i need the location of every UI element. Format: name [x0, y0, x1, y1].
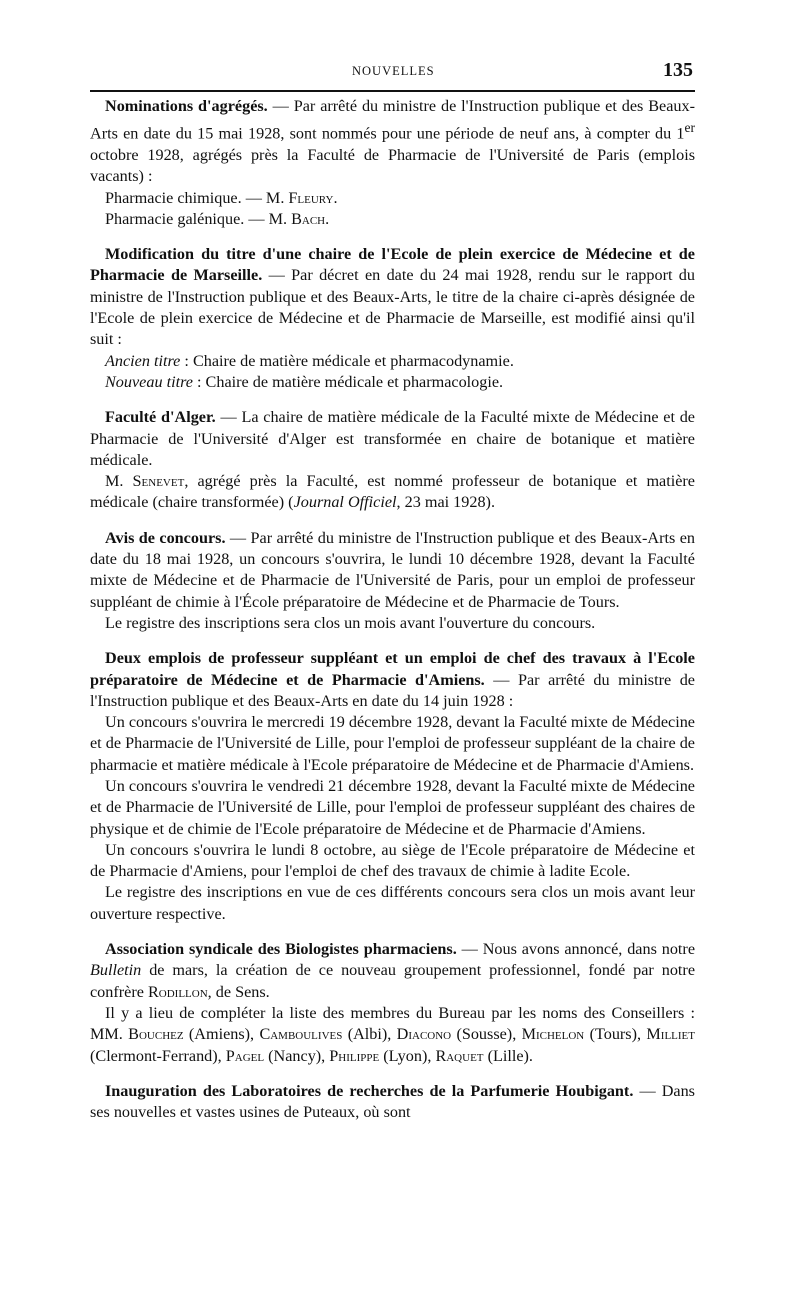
- person-name: Camboulives: [259, 1025, 343, 1044]
- location: (Nancy),: [264, 1046, 330, 1065]
- location: (Lyon),: [379, 1046, 436, 1065]
- paragraph-text: — Par décret en date du 24 mai 1928, rendu sur le rapport du ministre de l'Instruction publique et des Beaux-Arts, le titre de la chaire ci-après désignée de l'Ecole de plein exercice de Médecine et de Pharmacie de Marseille, est modifié ainsi qu'il suit :: [90, 266, 695, 349]
- person-name: Rodillon: [147, 982, 208, 1001]
- paragraph: [90, 939, 695, 1003]
- person-name: Bach: [291, 209, 326, 228]
- paragraph: [90, 1081, 695, 1124]
- person-name: Philippe: [329, 1046, 380, 1065]
- paragraph-text: — Dans ses nouvelles et vastes usines de Puteaux, où sont: [90, 1081, 695, 1122]
- paragraph: [90, 1003, 695, 1067]
- article-body: [90, 96, 695, 1137]
- paragraph: [90, 244, 695, 350]
- person-name: Diacono: [396, 1025, 452, 1044]
- section-title: Faculté d'Alger.: [105, 408, 216, 427]
- person-name: Michelon: [521, 1025, 585, 1044]
- paragraph-text: : Chaire de matière médicale et pharmacodynamie.: [180, 351, 514, 370]
- paragraph-text: Pharmacie chimique. — M.: [105, 188, 289, 207]
- paragraph-text: : Chaire de matière médicale et pharmacologie.: [192, 372, 504, 391]
- paragraph-text: — La chaire de matière médicale de la Faculté mixte de Médecine et de Pharmacie de l'Université d'Alger est transformée en chaire de botanique et matière médicale.: [90, 408, 695, 469]
- location: (Tours),: [584, 1025, 647, 1044]
- paragraph-text: — Par arrêté du ministre de l'Instruction publique et des Beaux-Arts en date du 14 juin 1928 :: [90, 670, 695, 710]
- punctuation: .: [333, 188, 338, 207]
- location: (Albi),: [342, 1025, 397, 1044]
- section-emplois-amiens: [90, 648, 695, 925]
- paragraph-text: , 23 mai 1928).: [396, 493, 495, 512]
- person-name: Pagel: [225, 1046, 265, 1065]
- paragraph: [90, 648, 695, 712]
- bulletin-title: Bulletin: [90, 961, 142, 980]
- paragraph-text: octobre 1928, agrégés près la Faculté de Pharmacie de l'Université de Paris (emplois vacants) :: [90, 145, 695, 186]
- paragraph-text: M.: [105, 472, 133, 491]
- section-avis-concours: [90, 528, 695, 634]
- header-rule: [90, 90, 695, 92]
- person-name: Bouchez: [128, 1025, 184, 1044]
- section-title: Deux emplois de professeur suppléant et un emploi de chef des travaux à l'Ecole préparatoire de Médecine et de Pharmacie d'Amiens.: [90, 649, 695, 689]
- location: (Amiens),: [183, 1025, 260, 1044]
- section-inauguration-houbigant: [90, 1081, 695, 1124]
- page-number: 135: [663, 59, 693, 81]
- section-faculte-alger: [90, 407, 695, 513]
- paragraph: [90, 471, 695, 514]
- paragraph: [90, 351, 695, 372]
- paragraph: Le registre des inscriptions en vue de ces différents concours sera clos un mois avant leur ouverture respective.: [90, 883, 695, 923]
- paragraph-text: Pharmacie galénique. — M.: [105, 209, 292, 228]
- section-title: Avis de concours.: [105, 528, 226, 547]
- location: (Sousse),: [451, 1025, 522, 1044]
- paragraph: [90, 407, 695, 471]
- paragraph-text: , de Sens.: [207, 982, 270, 1001]
- paragraph: Le registre des inscriptions sera clos un mois avant l'ouverture du concours.: [105, 613, 596, 632]
- paragraph: Un concours s'ouvrira le mercredi 19 décembre 1928, devant la Faculté mixte de Médecine et de Pharmacie de l'Université de Lille, pour l'emploi de professeur suppléant de la chaire de pharmacie et matière médicale à l'Ecole préparatoire de Médecine et de Pharmacie d'Amiens.: [90, 713, 695, 774]
- label-italic: Ancien titre: [105, 351, 181, 370]
- paragraph: [90, 209, 695, 230]
- paragraph: [90, 528, 695, 613]
- person-name: Senevet: [132, 472, 185, 491]
- journal-title: Journal Officiel: [293, 493, 397, 512]
- paragraph-text: , agrégé près la Faculté, est nommé professeur de botanique et matière médicale (chaire transformée) (: [90, 472, 695, 512]
- punctuation: .: [325, 209, 330, 228]
- section-modification-chaire: [90, 244, 695, 393]
- person-name: Raquet: [435, 1046, 484, 1065]
- section-title: Association syndicale des Biologistes pharmaciens.: [105, 940, 457, 959]
- person-name: Milliet: [646, 1025, 695, 1044]
- paragraph-text: de mars, la création de ce nouveau groupement professionnel, fondé par notre confrère: [90, 961, 695, 1001]
- location: (Clermont-Ferrand),: [90, 1046, 226, 1065]
- paragraph: Un concours s'ouvrira le vendredi 21 décembre 1928, devant la Faculté mixte de Médecine et de Pharmacie de l'Université de Lille, pour l'emploi de professeur suppléant des chaires de physique et de chimie de l'Ecole préparatoire de Médecine et de Pharmacie d'Amiens.: [90, 777, 695, 838]
- superscript: er: [684, 120, 695, 136]
- paragraph-text: — Par arrêté du ministre de l'Instruction publique et des Beaux-Arts en date du 18 mai 1928, un concours s'ouvrira, le lundi 10 décembre 1928, devant la Faculté mixte de Médecine et de Pharmacie de l'Université de Paris, pour un emploi de professeur suppléant de chimie à l'École préparatoire de Médecine et de Pharmacie de Tours.: [90, 528, 695, 611]
- label-italic: Nouveau titre: [105, 372, 193, 391]
- section-title: Inauguration des Laboratoires de recherches de la Parfumerie Houbigant.: [105, 1081, 634, 1100]
- paragraph-text: Il y a lieu de compléter la liste des membres du Bureau par les noms des Conseillers : MM.: [90, 1003, 695, 1044]
- section-nominations: [90, 96, 695, 230]
- location: (Lille).: [483, 1046, 533, 1065]
- paragraph: [90, 372, 695, 393]
- paragraph-text: — Par arrêté du ministre de l'Instruction publique et des Beaux-Arts en date du 15 mai 1928, sont nommés pour une période de neuf ans, à compter du 1: [90, 97, 695, 143]
- page-header: [90, 58, 695, 86]
- paragraph-text: — Nous avons annoncé, dans notre: [456, 940, 696, 959]
- running-head: NOUVELLES: [352, 64, 435, 78]
- paragraph: Un concours s'ouvrira le lundi 8 octobre, au siège de l'Ecole préparatoire de Médecine et de Pharmacie d'Amiens, pour l'emploi de chef des travaux de chimie à ladite Ecole.: [90, 840, 695, 881]
- section-title: Modification du titre d'une chaire de l'Ecole de plein exercice de Médecine et de Pharmacie de Marseille.: [90, 245, 695, 285]
- paragraph: [90, 188, 695, 209]
- section-association-biologistes: [90, 939, 695, 1067]
- section-title: Nominations d'agrégés.: [105, 97, 268, 115]
- paragraph: [90, 96, 695, 188]
- person-name: Fleury: [288, 188, 334, 207]
